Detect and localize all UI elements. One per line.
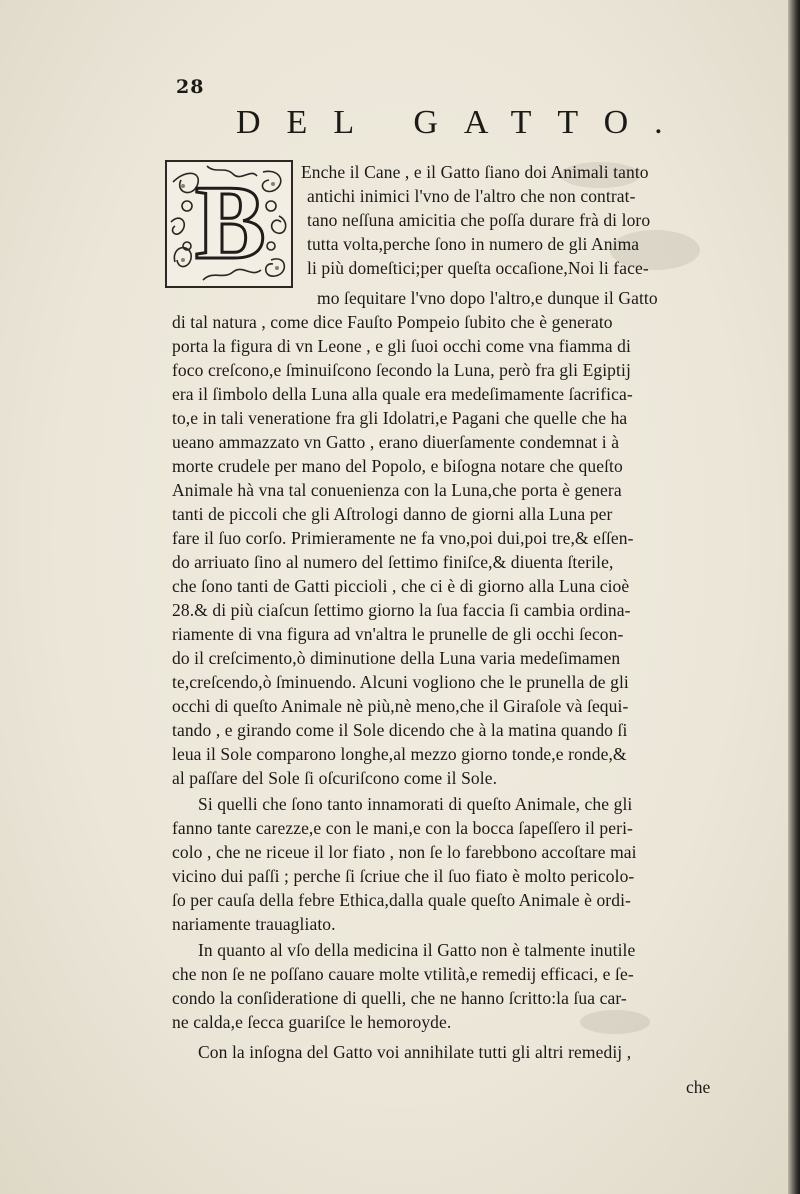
text-line: tando , e girando come il Sole dicendo che à la matina quando ſi	[172, 720, 628, 740]
text-line: do il creſcimento,ò diminutione della Luna varia medeſimamen	[172, 648, 621, 668]
text-line: riamente di vna figura ad vn'altra le prunelle de gli occhi ſecon-	[172, 624, 624, 644]
text-line: foco creſcono,e ſminuiſcono ſecondo la Luna, però fra gli Egiptij	[172, 360, 631, 380]
text-line: Animale hà vna tal conuenienza con la Luna,che porta è genera	[172, 480, 622, 500]
text-line: era il ſimbolo della Luna alla quale era medeſimamente ſacrifica-	[172, 384, 633, 404]
text-line: tanti de piccoli che gli Aſtrologi danno de giorni alla Luna per	[172, 504, 613, 524]
text-line: 28.& di più ciaſcun ſettimo giorno la ſua faccia ſi cambia ordina-	[172, 600, 631, 620]
initial-letter: B	[195, 164, 266, 281]
text-line: Si quelli che ſono tanto innamorati di queſto Animale, che gli	[198, 794, 633, 814]
text-line: ſo per cauſa della febre Ethica,dalla quale queſto Animale è ordi-	[172, 890, 631, 910]
text-line: colo , che ne riceue il lor fiato , non ſe lo farebbono accoſtare mai	[172, 842, 637, 862]
text-line: vicino dui paſſi ; perche ſi ſcriue che il ſuo fiato è molto pericolo-	[172, 866, 635, 886]
text-line: leua il Sole comparono longhe,al mezzo giorno tonde,e ronde,&	[172, 744, 627, 764]
text-line: di tal natura , come dice Fauſto Pompeio ſubito che è generato	[172, 312, 613, 332]
text-line: Enche il Cane , e il Gatto ſiano doi Animali tanto	[301, 162, 649, 182]
text-line: morte crudele per mano del Popolo, e biſogna notare che queſto	[172, 456, 623, 476]
text-line: do arriuato ſino al numero del ſettimo finiſce,& diuenta ſterile,	[172, 552, 614, 572]
text-line: nariamente trauagliato.	[172, 914, 336, 934]
ink-smudge	[580, 1010, 650, 1034]
text-line: tano neſſuna amicitia che poſſa durare frà di loro	[307, 210, 651, 230]
text-line: ueano ammazzato vn Gatto , erano diuerſamente condemnat i à	[172, 432, 620, 452]
page-title: DEL GATTO.	[236, 104, 689, 141]
catchword: che	[686, 1077, 711, 1097]
text-line: al paſſare del Sole ſi oſcuriſcono come il Sole.	[172, 768, 498, 788]
decorated-initial	[165, 160, 293, 288]
text-line: fanno tante carezze,e con le mani,e con la bocca ſapeſſero il peri-	[172, 818, 633, 838]
page-binding-edge	[788, 0, 800, 1194]
text-line: li più domeſtici;per queſta occaſione,Noi li face-	[307, 258, 649, 278]
text-line: tutta volta,perche ſono in numero de gli Anima	[307, 234, 640, 254]
text-line: che non ſe ne poſſano cauare molte vtilità,e remedij efficaci, e ſe-	[172, 964, 634, 984]
text-line: antichi inimici l'vno de l'altro che non contrat-	[307, 186, 636, 206]
text-line: In quanto al vſo della medicina il Gatto non è talmente inutile	[198, 940, 636, 960]
text-line: ne calda,e ſecca guariſce le hemoroyde.	[172, 1012, 452, 1032]
text-line: porta la figura di vn Leone , e gli ſuoi occhi come vna fiamma di	[172, 336, 631, 356]
text-line: condo la conſideratione di quelli, che ne hanno ſcritto:la ſua car-	[172, 988, 627, 1008]
page-number: 28	[176, 76, 205, 98]
text-line: fare il ſuo corſo. Primieramente ne fa vno,poi dui,poi tre,& eſſen-	[172, 528, 634, 548]
text-line: occhi di queſto Animale nè più,nè meno,che il Giraſole và ſequi-	[172, 696, 629, 716]
text-line: che ſono tanti de Gatti piccioli , che ci è di giorno alla Luna cioè	[172, 576, 630, 596]
text-line: mo ſequitare l'vno dopo l'altro,e dunque il Gatto	[317, 288, 658, 308]
text-line: Con la inſogna del Gatto voi annihilate tutti gli altri remedij ,	[198, 1042, 632, 1062]
text-line: te,creſcendo,ò ſminuendo. Alcuni vogliono che le prunella de gli	[172, 672, 629, 692]
text-line: to,e in tali veneratione fra gli Idolatri,e Pagani che quelle che ha	[172, 408, 628, 428]
